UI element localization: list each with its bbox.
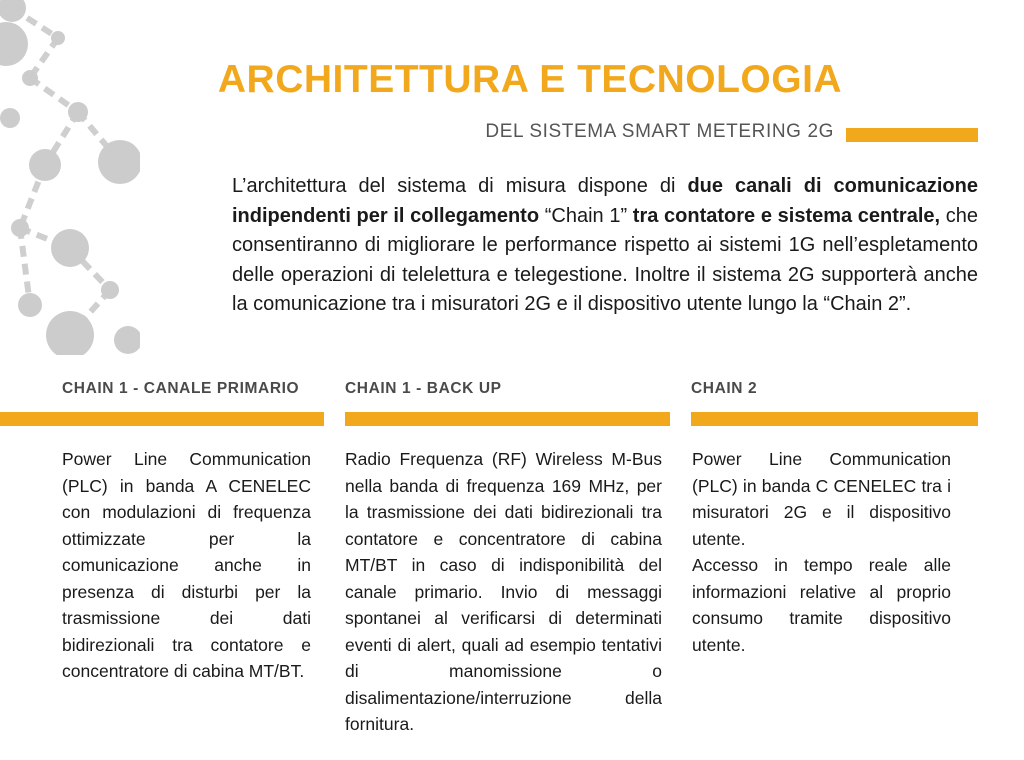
- intro-text-1: L’architettura del sistema di misura dispone di: [232, 175, 688, 197]
- column-text-backup: [345, 446, 662, 738]
- column-paragraph: Radio Frequenza (RF) Wireless M-Bus nella banda di frequenza 169 MHz, per la trasmissione dei dati bidirezionali tra contatore e concentratore di cabina MT/BT in caso di indisponibilità del canale primario. Invio di messaggi spontanei al verificarsi di determinati eventi di alert, quali ad esempio tentativi di manomissione o disalimentazione/interruzione della fornitura.: [345, 449, 662, 734]
- page-title: ARCHITETTURA E TECNOLOGIA: [217, 58, 843, 101]
- molecule-decoration: [0, 0, 140, 355]
- column-text-chain2: [692, 446, 951, 658]
- column-heading-primary: CHAIN 1 - CANALE PRIMARIO: [62, 380, 300, 397]
- column-paragraph: Accesso in tempo reale alle informazioni relative al proprio consumo tramite dispositivo utente.: [692, 555, 951, 655]
- intro-bold-1: due canali di comunicazione indipendenti per il collegamento: [232, 175, 978, 227]
- intro-text-3: che consentiranno di migliorare le performance rispetto ai sistemi 1G nell’espletamento delle operazioni di telelettura e telegestione. Inoltre il sistema 2G supporterà anche la comunicazione tra i misuratori 2G e il dispositivo utente lungo la “Chain 2”.: [232, 204, 979, 316]
- intro-bold-2: tra contatore e sistema centrale,: [632, 204, 941, 227]
- column-accent-bar-primary: [0, 412, 324, 426]
- column-heading-backup: CHAIN 1 - BACK UP: [345, 380, 502, 397]
- subtitle-accent-bar: [846, 128, 978, 142]
- column-text-primary: [62, 446, 311, 685]
- column-paragraph: Power Line Communication (PLC) in banda C CENELEC tra i misuratori 2G e il dispositivo utente.: [692, 449, 951, 549]
- intro-text-2: “Chain 1”: [539, 204, 633, 227]
- column-accent-bar-chain2: [691, 412, 978, 426]
- column-paragraph: Power Line Communication (PLC) in banda A CENELEC con modulazioni di frequenza ottimizzate per la comunicazione anche in presenza di disturbi per la trasmissione dei dati bidirezionali tra contatore e concentratore di cabina MT/BT.: [62, 449, 311, 681]
- intro-paragraph: [232, 172, 978, 320]
- page-subtitle: DEL SISTEMA SMART METERING 2G: [485, 121, 834, 142]
- column-heading-chain2: CHAIN 2: [691, 380, 758, 397]
- column-accent-bar-backup: [345, 412, 670, 426]
